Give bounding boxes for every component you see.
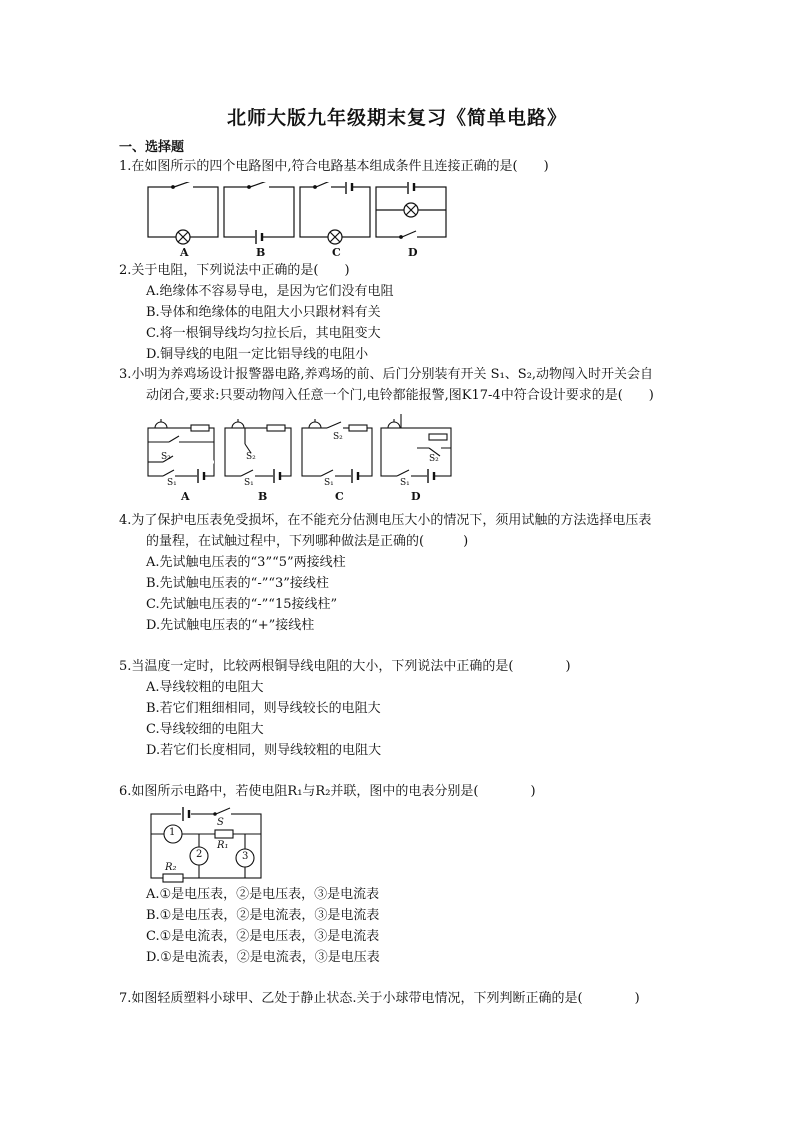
- document-title: 北师大版九年级期末复习《简单电路》: [226, 107, 567, 129]
- q6-option-a: A.①是电压表，②是电压表，③是电流表: [146, 887, 380, 902]
- q1-label-b: B: [256, 246, 266, 259]
- q4-option-d: D.先试触电压表的“+”接线柱: [146, 618, 315, 633]
- question-7-stem: 7.如图轻质塑料小球甲、乙处于静止状态.关于小球带电情况，下列判断正确的是( ): [119, 991, 640, 1006]
- question-6-stem: 6.如图所示电路中，若使电阻R₁与R₂并联，图中的电表分别是( ): [119, 784, 536, 799]
- q3-d-s1: S₁: [400, 478, 410, 488]
- q3-d-s2: S₂: [429, 454, 439, 464]
- q3-label-b: B: [258, 490, 268, 503]
- q3-label-a: A: [181, 490, 190, 503]
- section-heading: 一、选择题: [119, 140, 185, 155]
- question-1-stem: 1.在如图所示的四个电路图中,符合电路基本组成条件且连接正确的是( ): [119, 159, 549, 174]
- question-5-stem: 5.当温度一定时，比较两根铜导线电阻的大小，下列说法中正确的是( ): [119, 659, 571, 674]
- meter-3-icon: 3: [242, 851, 249, 862]
- meter-2-icon: 2: [196, 849, 203, 860]
- question-3-figure: [145, 414, 455, 503]
- q3-label-c: C: [335, 490, 344, 503]
- q1-label-d: D: [408, 246, 418, 259]
- q3-a-s2: S₂: [161, 452, 171, 462]
- question-2-stem: 2.关于电阻，下列说法中正确的是( ): [119, 263, 350, 278]
- q6-option-b: B.①是电压表，②是电流表，③是电流表: [146, 908, 380, 923]
- switch-label: S: [217, 817, 224, 828]
- q2-option-a: A.绝缘体不容易导电，是因为它们没有电阻: [146, 284, 394, 299]
- q5-option-b: B.若它们粗细相同，则导线较长的电阻大: [146, 701, 381, 716]
- q4-option-b: B.先试触电压表的“-”“3”接线柱: [146, 576, 329, 591]
- q3-c-s2: S₂: [333, 432, 343, 442]
- q3-b-s2: S₂: [246, 452, 256, 462]
- q3-b-s1: S₁: [244, 478, 254, 488]
- q5-option-c: C.导线较细的电阻大: [146, 722, 264, 737]
- q1-label-c: C: [332, 246, 341, 259]
- q3-a-s1: S₁: [167, 478, 177, 488]
- q2-option-d: D.铜导线的电阻一定比铝导线的电阻小: [146, 347, 369, 362]
- question-1-figure: [145, 182, 455, 262]
- q4-option-a: A.先试触电压表的“3”“5”两接线柱: [146, 555, 346, 570]
- q3-label-d: D: [411, 490, 421, 503]
- q4-option-c: C.先试触电压表的“-”“15接线柱”: [146, 597, 338, 612]
- q1-label-a: A: [180, 246, 189, 259]
- q3-c-s1: S₁: [324, 478, 334, 488]
- question-4-stem-line-2: 的量程，在试触过程中，下列哪种做法是正确的( ): [146, 534, 469, 549]
- q2-option-c: C.将一根铜导线均匀拉长后，其电阻变大: [146, 326, 381, 341]
- q2-option-b: B.导体和绝缘体的电阻大小只跟材料有关: [146, 305, 381, 320]
- q5-option-a: A.导线较粗的电阻大: [146, 680, 264, 695]
- question-3-stem-line-2: 动闭合,要求:只要动物闯入任意一个门,电铃都能报警,图K17-4中符合设计要求的是( ): [146, 388, 654, 403]
- resistor-r1-label: R₁: [217, 840, 229, 851]
- q6-option-c: C.①是电流表，②是电压表，③是电流表: [146, 929, 380, 944]
- q5-option-d: D.若它们长度相同，则导线较粗的电阻大: [146, 743, 382, 758]
- meter-1-icon: 1: [169, 827, 176, 838]
- resistor-r2-label: R₂: [165, 862, 177, 873]
- question-4-stem-line-1: 4.为了保护电压表免受损坏，在不能充分估测电压大小的情况下，须用试触的方法选择电压表: [119, 513, 652, 528]
- question-3-stem-line-1: 3.小明为养鸡场设计报警器电路,养鸡场的前、后门分别装有开关 S₁、S₂,动物闯入时开关会自: [119, 367, 654, 382]
- q6-option-d: D.①是电流表，②是电流表，③是电压表: [146, 950, 380, 965]
- question-6-figure: [145, 802, 270, 884]
